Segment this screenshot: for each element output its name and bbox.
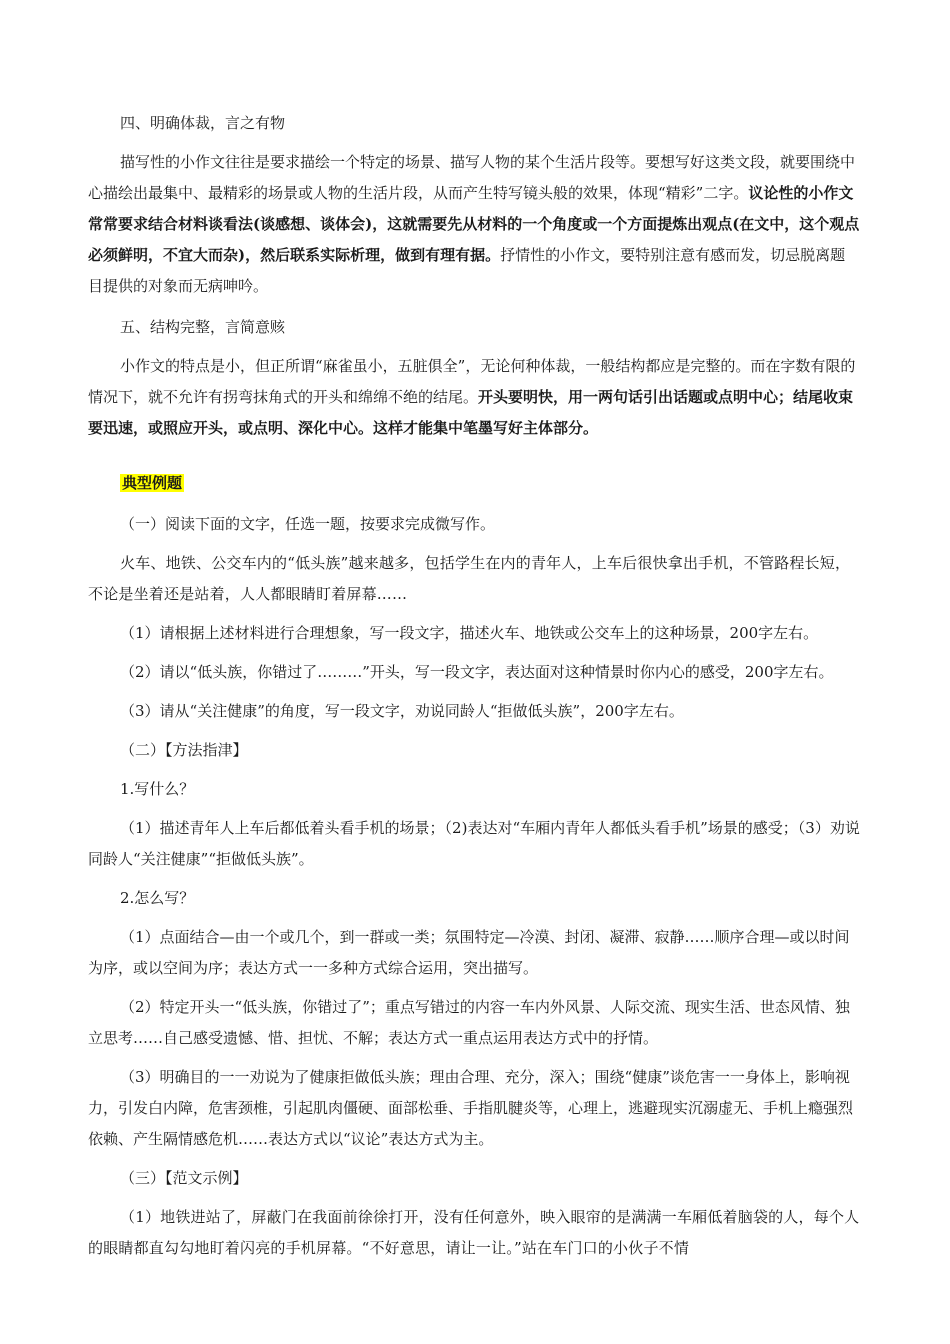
what-text: （1）描述青年人上车后都低着头看手机的场景；（2)表达对“车厢内青年人都低头看手机”场景的感受；（3）劝说同龄人“关注健康”“拒做低头族”。 bbox=[88, 819, 860, 868]
example-tag: 典型例题 bbox=[122, 474, 183, 492]
what-heading: 1.写什么？ bbox=[120, 780, 195, 798]
question-1: （1）请根据上述材料进行合理想象，写一段文字，描述火车、地铁或公交车上的这种场景，200字左右。 bbox=[120, 624, 819, 642]
section4-para-b-bold: 议论性的小作文常常要求结合材料谈看法(谈感想、谈体会)，这就需要先从材料的一个角度或一个方面提炼出观点(在文中，这个观点必须鲜明，不宜大而杂)，然后联系实际析理，做到有理有据。 bbox=[88, 184, 860, 264]
section4-heading: 四、明确体裁，言之有物 bbox=[120, 114, 286, 132]
part2-heading: （二）【方法指津】 bbox=[120, 741, 248, 759]
question-3: （3）请从“关注健康”的角度，写一段文字，劝说同龄人“拒做低头族”，200字左右。 bbox=[120, 702, 684, 720]
section4-paragraph bbox=[88, 147, 860, 302]
part1-heading: （一）阅读下面的文字，任选一题，按要求完成微写作。 bbox=[120, 515, 496, 533]
section5-heading: 五、结构完整，言简意赅 bbox=[120, 318, 286, 336]
document-body bbox=[88, 108, 860, 1264]
how-heading: 2.怎么写？ bbox=[120, 889, 195, 907]
question-2: （2）请以“低头族，你错过了………”开头，写一段文字，表达面对这种情景时你内心的感受，200字左右。 bbox=[120, 663, 834, 681]
section4-para-a: 描写性的小作文往往是要求描绘一个特定的场景、描写人物的某个生活片段等。要想写好这类文段，就要围绕中心描绘出最集中、最精彩的场景或人物的生活片段，从而产生特写镜头般的效果，体现“精彩”二字。 bbox=[88, 153, 856, 202]
section5-paragraph bbox=[88, 351, 860, 444]
section4-para-c: 抒情性的小作文，要特别注意有感而发，切忌脱离题目提供的对象而无病呻吟。 bbox=[88, 246, 846, 295]
how-point-2: （2）特定开头一“低头族，你错过了”；重点写错过的内容一车内外风景、人际交流、现实生活、世态风情、独立思考……自己感受遗憾、惜、担忧、不解；表达方式一重点运用表达方式中的抒情。 bbox=[88, 998, 850, 1047]
material-text: 火车、地铁、公交车内的“低头族”越来越多，包括学生在内的青年人，上车后很快拿出手机，不管路程长短，不论是坐着还是站着，人人都眼睛盯着屏幕…… bbox=[88, 554, 851, 603]
sample-essay-1: （1）地铁进站了，屏蔽门在我面前徐徐打开，没有任何意外，映入眼帘的是满满一车厢低着脑袋的人，每个人的眼睛都直勾勾地盯着闪亮的手机屏幕。“不好意思，请让一让。”站在车门口的小伙子不情 bbox=[88, 1208, 860, 1257]
how-point-3: （3）明确目的一一劝说为了健康拒做低头族；理由合理、充分，深入；围绕“健康”谈危害一一身体上，影响视力，引发白内障，危害颈椎，引起肌肉僵硬、面部松垂、手指肌腱炎等，心理上，逃避现实沉溺虚无、手机上瘾强烈依赖、产生隔情感危机……表达方式以“议论”表达方式为主。 bbox=[88, 1068, 854, 1148]
how-point-1: （1）点面结合—由一个或几个，到一群或一类；氛围特定—冷漠、封闭、凝滞、寂静……顺序合理—或以时间为序，或以空间为序；表达方式一一多种方式综合运用，突出描写。 bbox=[88, 928, 850, 977]
section5-para-b-bold: 开头要明快，用一两句话引出话题或点明中心；结尾收束要迅速，或照应开头，或点明、深化中心。这样才能集中笔墨写好主体部分。 bbox=[88, 388, 854, 437]
example-tag-line bbox=[88, 468, 860, 499]
section5-para-a: 小作文的特点是小，但正所谓“麻雀虽小，五脏俱全”，无论何种体裁，一般结构都应是完整的。而在字数有限的情况下，就不允许有拐弯抹角式的开头和绵绵不绝的结尾。 bbox=[88, 357, 856, 406]
part3-heading: （三）【范文示例】 bbox=[120, 1169, 248, 1187]
